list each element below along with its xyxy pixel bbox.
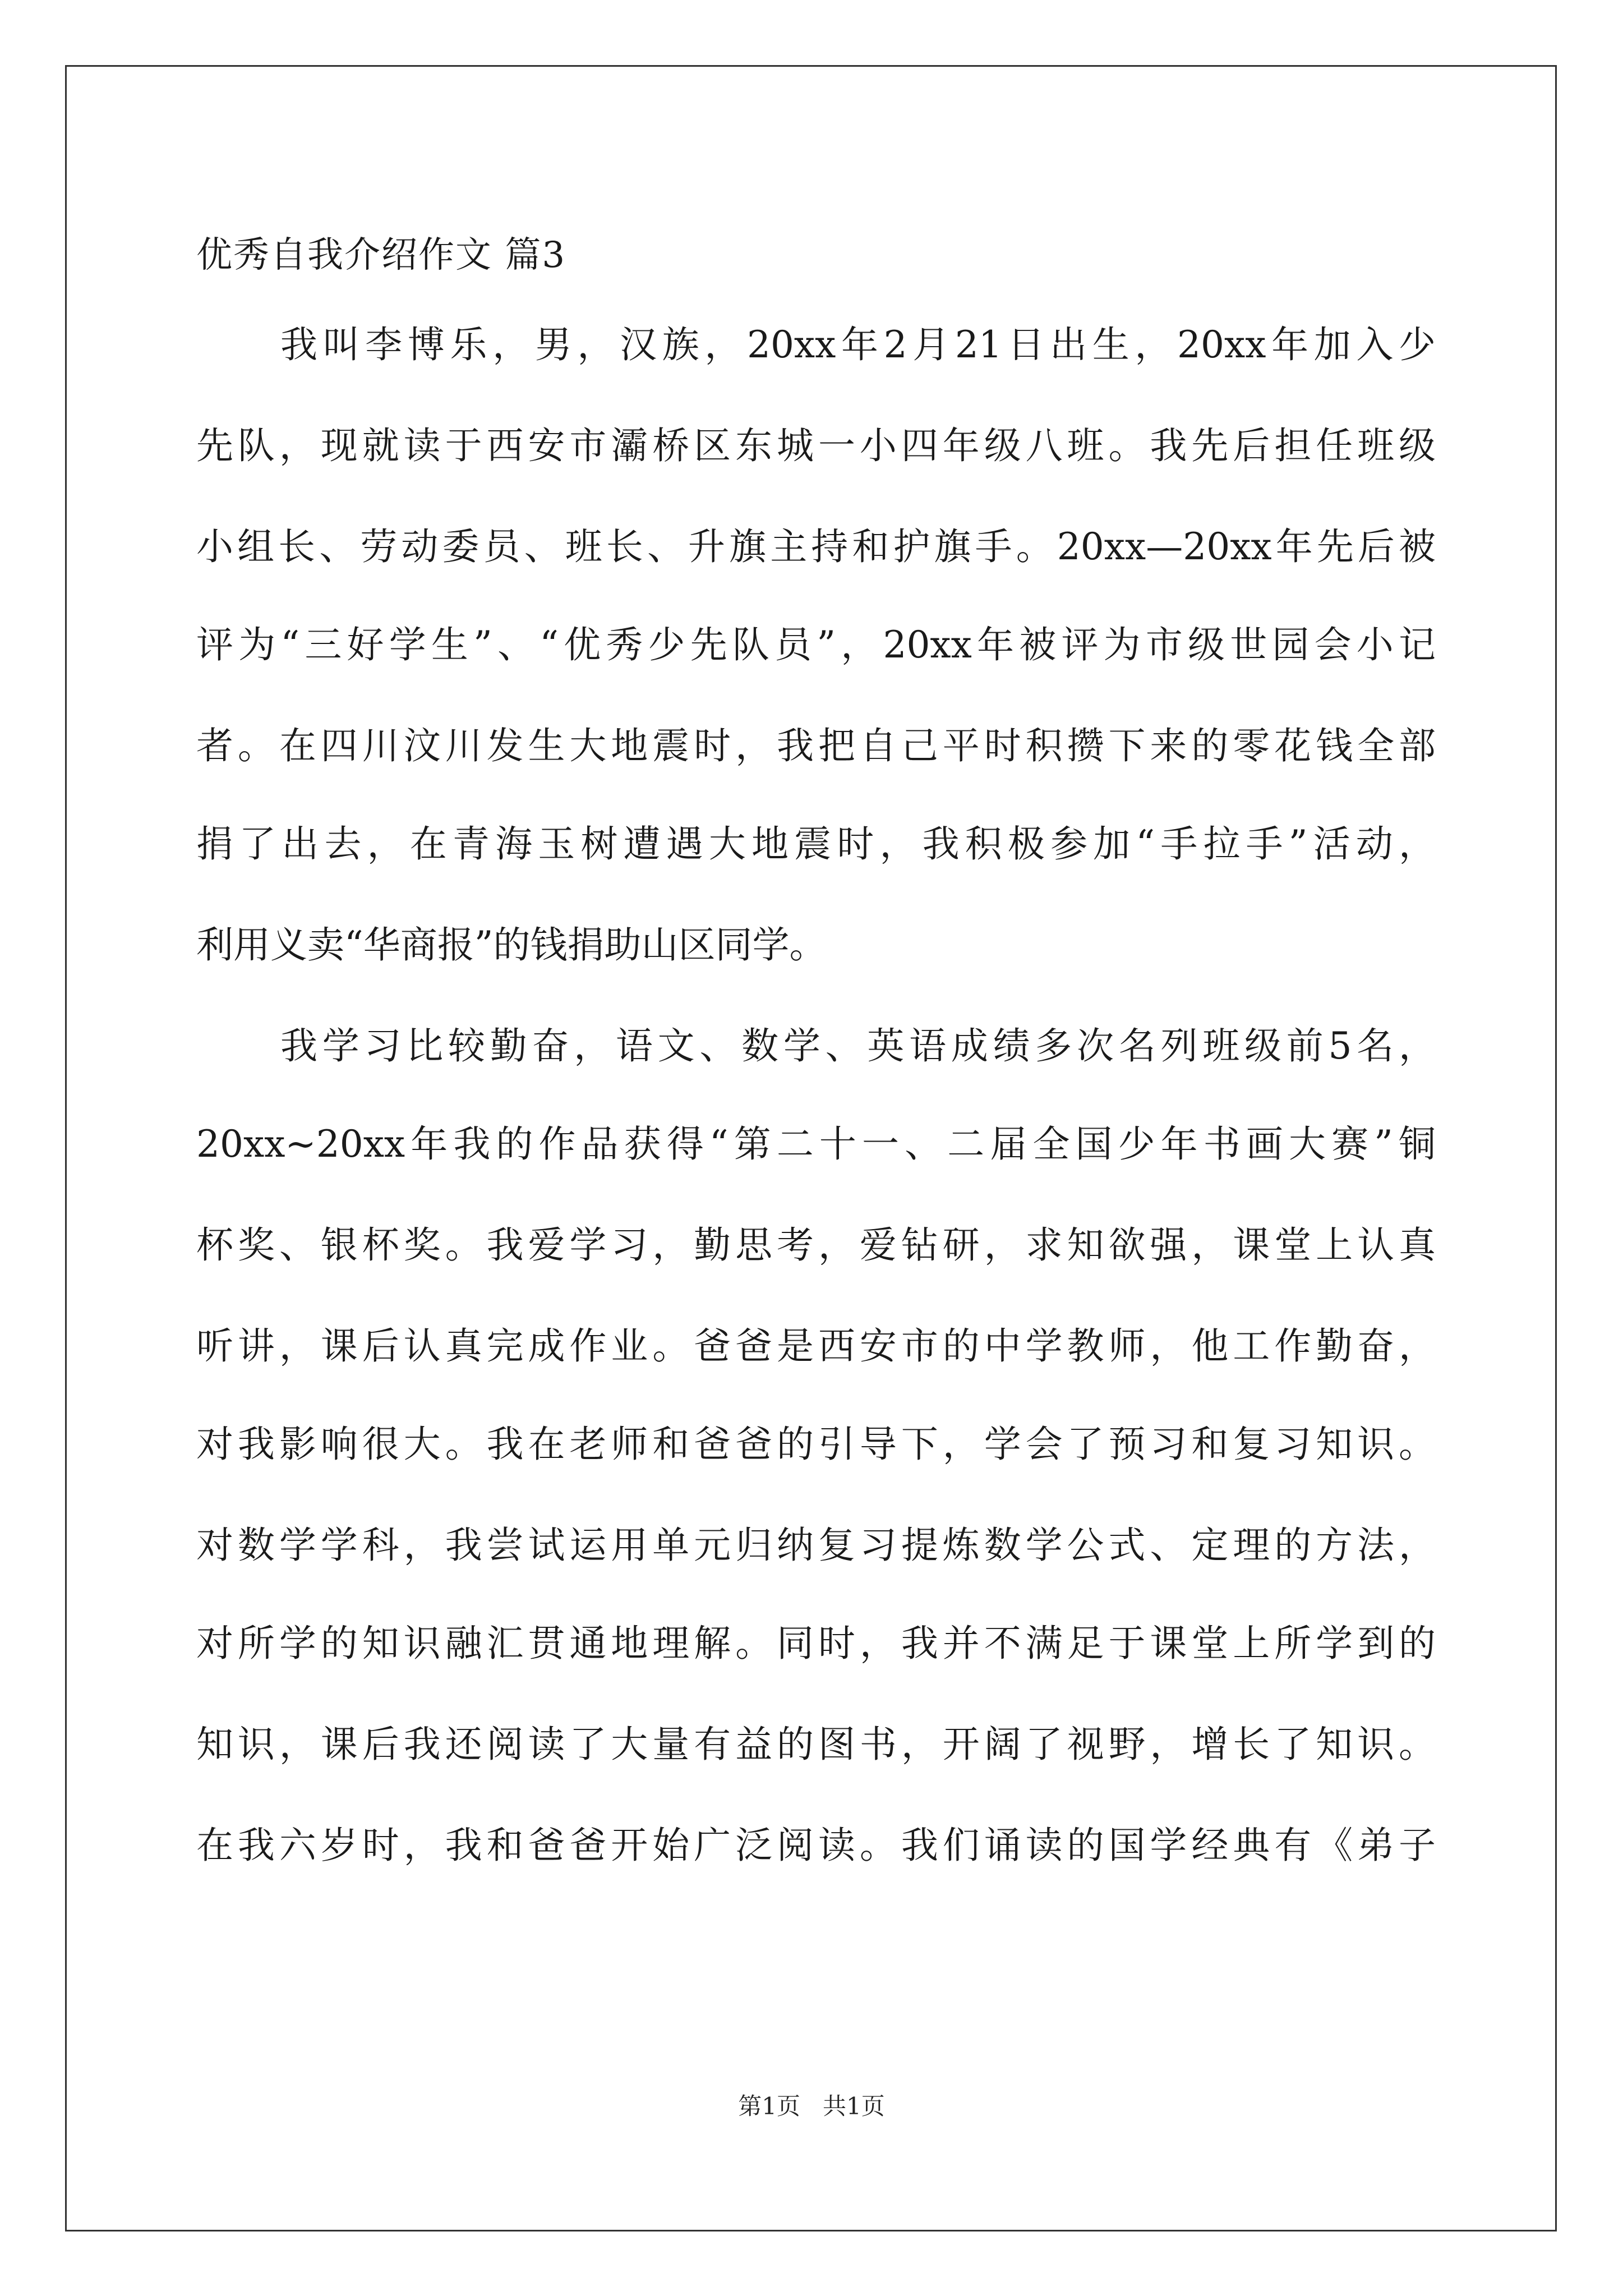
page-total: 共1页 [823, 2092, 885, 2120]
paragraph-2-line-1: 我学习比较勤奋，语文、数学、英语成绩多次名列班级前5名， [280, 1024, 1436, 1068]
paragraph-2-line-5: 对我影响很大。我在老师和爸爸的引导下，学会了预习和复习知识。 [196, 1423, 1436, 1466]
paragraph-1-line-7: 利用义卖“华商报”的钱捐助山区同学。 [196, 923, 827, 967]
paragraph-1-line-5: 者。在四川汶川发生大地震时，我把自己平时积攒下来的零花钱全部 [196, 724, 1436, 767]
document-heading: 优秀自我介绍作文 篇3 [196, 234, 566, 276]
page-number: 第1页 [738, 2092, 800, 2120]
paragraph-1-line-4: 评为“三好学生”、“优秀少先队员”，20xx年被评为市级世园会小记 [196, 623, 1436, 666]
page-footer [0, 2090, 1623, 2123]
paragraph-2-line-8: 知识，课后我还阅读了大量有益的图书，开阔了视野，增长了知识。 [196, 1723, 1436, 1766]
paragraph-1-line-1: 我叫李博乐，男，汉族，20xx年2月21日出生，20xx年加入少 [280, 323, 1436, 366]
paragraph-2-line-9: 在我六岁时，我和爸爸开始广泛阅读。我们诵读的国学经典有《弟子 [196, 1824, 1436, 1867]
paragraph-1-line-2: 先队，现就读于西安市灞桥区东城一小四年级八班。我先后担任班级 [196, 424, 1436, 467]
paragraph-2-line-3: 杯奖、银杯奖。我爱学习，勤思考，爱钻研，求知欲强，课堂上认真 [196, 1223, 1436, 1267]
paragraph-2-line-6: 对数学学科，我尝试运用单元归纳复习提炼数学公式、定理的方法， [196, 1524, 1436, 1567]
paragraph-2-line-7: 对所学的知识融汇贯通地理解。同时，我并不满足于课堂上所学到的 [196, 1622, 1436, 1665]
paragraph-2-line-2: 20xx~20xx年我的作品获得“第二十一、二届全国少年书画大赛”铜 [196, 1122, 1436, 1166]
paragraph-2-line-4: 听讲，课后认真完成作业。爸爸是西安市的中学教师，他工作勤奋， [196, 1324, 1436, 1368]
paragraph-1-line-6: 捐了出去，在青海玉树遭遇大地震时，我积极参加“手拉手”活动， [196, 822, 1436, 866]
paragraph-1-line-3: 小组长、劳动委员、班长、升旗主持和护旗手。20xx—20xx年先后被 [196, 525, 1436, 568]
